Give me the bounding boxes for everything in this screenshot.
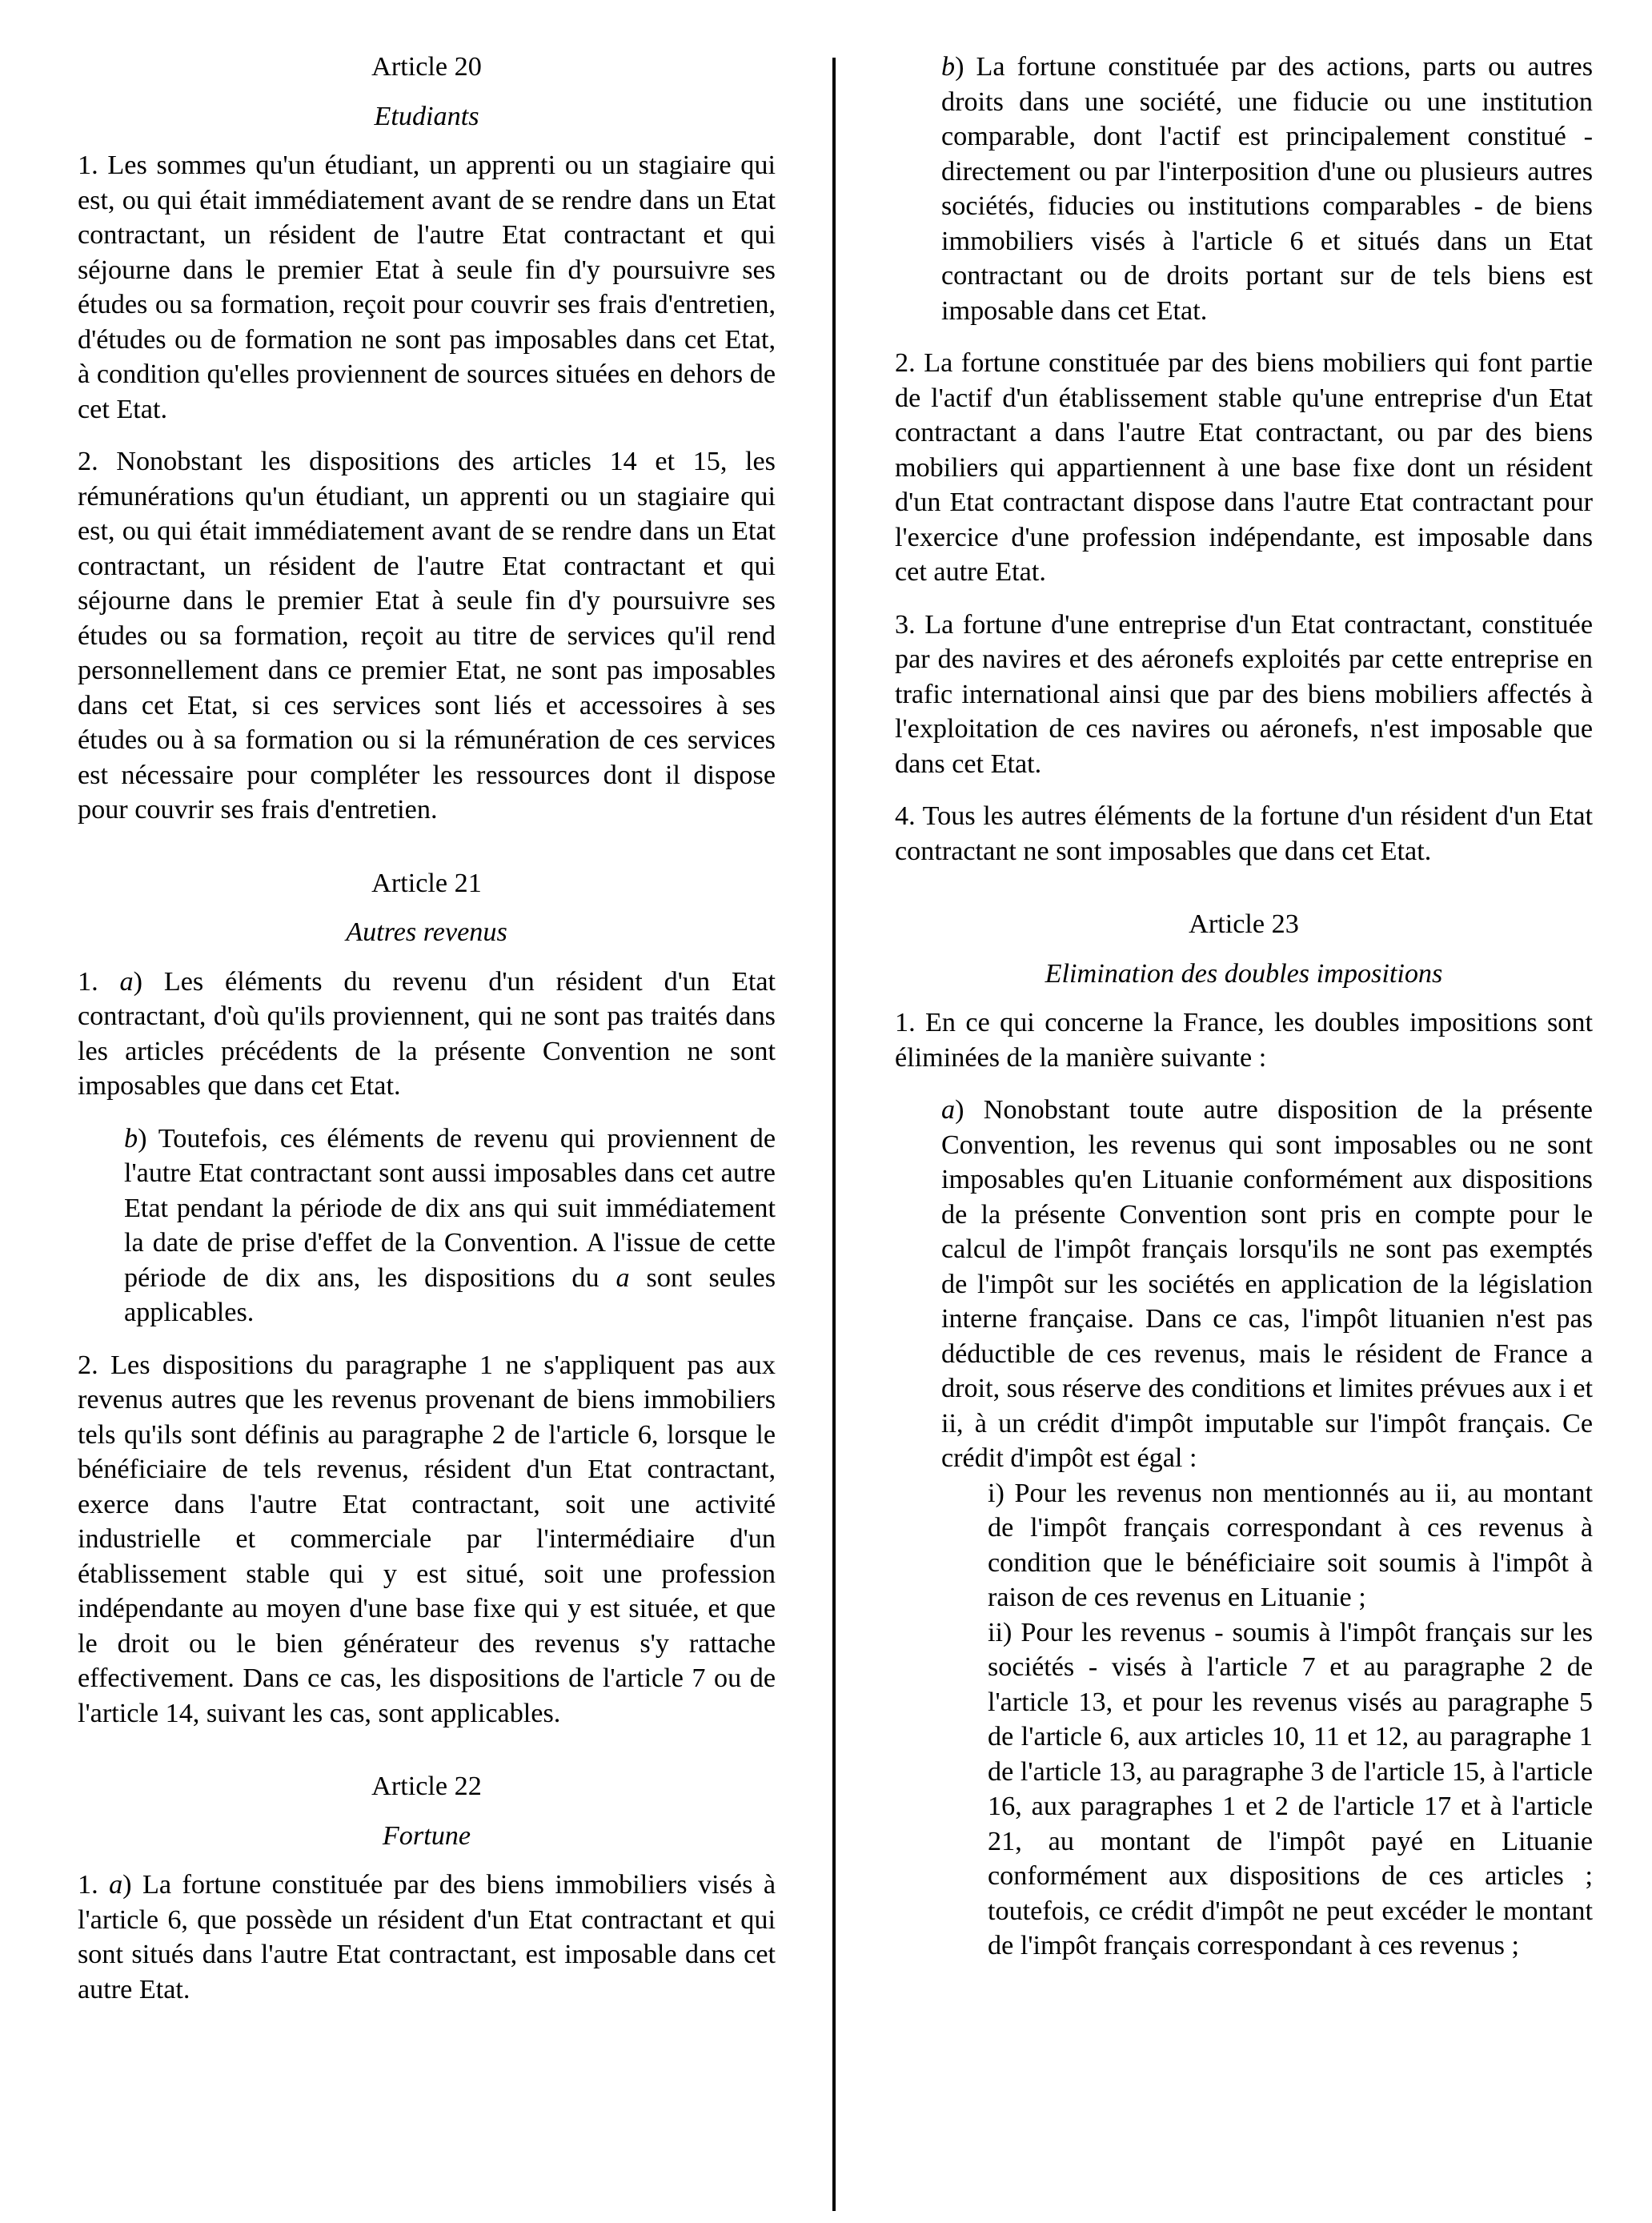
- article-23-item-ii: ii) Pour les revenus - soumis à l'impôt français sur les sociétés - visés à l'article 7 et au paragraphe 2 de l'article 13, et pour les revenus visés au paragraphe 5 de l'article 6, aux articles 10, 11 et 12, au paragraphe 1 de l'article 13, au paragraphe 3 de l'article 15, à l'article 16, aux paragraphes 1 et 2 de l'article 17 et à l'article 21, au montant de l'impôt payé en Lituanie conformément aux dispositions de ces articles ; toutefois, ce crédit d'impôt ne peut excéder le montant de l'impôt français correspondant à ces revenus ;: [988, 1617, 1593, 1960]
- article-23-subtitle: Elimination des doubles impositions: [1045, 958, 1443, 989]
- article-22-paragraph-1a: [78, 1868, 776, 2007]
- paragraph-text: ) La fortune constituée par des actions, parts ou autres droits dans une société, une fiducie ou une institution comparable, dont l'actif est principalement constitué - directement ou par l'interposition d'une ou plusieurs autres sociétés, fiducies ou institutions comparables - de biens immobiliers visés à l'article 6 et situés dans un Etat contractant ou de droits portant sur de tels biens est imposable dans cet Etat.: [941, 52, 1593, 326]
- article-23-item-i: i) Pour les revenus non mentionnés au ii, au montant de l'impôt français correspondant à ces revenus à condition que le bénéficiaire soit soumis à l'impôt à raison de ces revenus en Lituanie ;: [988, 1478, 1593, 1612]
- article-21-subtitle: Autres revenus: [346, 917, 507, 947]
- article-21-paragraph-2: 2. Les dispositions du paragraphe 1 ne s'appliquent pas aux revenus autres que les revenus provenant de biens immobiliers tels qu'ils sont définis au paragraphe 2 de l'article 6, lorsque le bénéficiaire de tels revenus, résident d'un Etat contractant, exerce dans l'autre Etat contractant, soit une activité industrielle et commerciale par l'intermédiaire d'un établissement stable qui y est situé, soit une profession indépendante au moyen d'une base fixe qui y est située, et que le droit ou le bien générateur des revenus s'y rattache effectivement. Dans ce cas, les dispositions de l'article 7 ou de l'article 14, suivant les cas, sont applicables.: [78, 1350, 776, 1728]
- subparagraph-label: a: [119, 966, 134, 997]
- paragraph-number: 1.: [78, 1870, 110, 1900]
- subparagraph-label: a: [941, 1095, 956, 1125]
- subparagraph-reference: a: [615, 1262, 630, 1293]
- article-23-paragraph-1: 1. En ce qui concerne la France, les doubles impositions sont éliminées de la manière suivante :: [895, 1008, 1593, 1073]
- article-22-paragraph-3: 3. La fortune d'une entreprise d'un Etat contractant, constituée par des navires et des aéronefs exploités par cette entreprise en trafic international ainsi que par des biens mobiliers affectés à l'exploitation de ces navires ou aéronefs, n'est imposable que dans cet Etat.: [895, 609, 1593, 779]
- left-column: [78, 50, 776, 2007]
- article-20-title: Article 20: [371, 52, 482, 82]
- article-22-paragraph-2: 2. La fortune constituée par des biens mobiliers qui font partie de l'actif d'un établissement stable qu'une entreprise d'un Etat contractant a dans l'autre Etat contractant, ou par des biens mobiliers qui appartiennent à une base fixe dont un résident d'un Etat contractant dispose dans l'autre Etat contractant pour l'exercice d'une profession indépendante, est imposable dans cet autre Etat.: [895, 348, 1593, 587]
- article-23-title: Article 23: [1189, 909, 1299, 939]
- paragraph-text: ) Nonobstant toute autre disposition de la présente Convention, les revenus qui sont imposables ou ne sont imposables qu'en Lituanie conformément aux dispositions de la présente Convention sont pris en compte pour le calcul de l'impôt français lorsqu'ils ne sont pas exemptés de l'impôt sur les sociétés en application de la législation interne française. Dans ce cas, l'impôt lituanien n'est pas déductible de ces revenus, mais le résident de France a droit, sous réserve des conditions et limites prévues aux i et ii, à un crédit d'impôt imputable sur l'impôt français. Ce crédit d'impôt est égal :: [941, 1095, 1593, 1473]
- article-21-paragraph-1b: [124, 1122, 776, 1330]
- article-21-title: Article 21: [371, 868, 482, 898]
- paragraph-text: ) Toutefois, ces éléments de revenu qui proviennent de l'autre Etat contractant sont aussi imposables dans cet autre Etat pendant la période de dix ans qui suit immédiatement la date de prise d'effet de la Convention. A l'issue de cette période de dix ans, les dispositions du: [124, 1123, 776, 1293]
- article-20-subtitle: Etudiants: [374, 101, 479, 131]
- article-20-paragraph-2: 2. Nonobstant les dispositions des articles 14 et 15, les rémunérations qu'un étudiant, un apprenti ou un stagiaire qui est, ou qui était immédiatement avant de se rendre dans un Etat contractant, un résident de l'autre Etat contractant et qui séjourne dans le premier Etat à seule fin d'y poursuivre ses études ou sa formation, reçoit au titre de services qu'il rend personnellement dans ce premier Etat, ne sont pas imposables dans cet Etat, si ces services sont liés et accessoires à ses études ou à sa formation ou si la rémunération de ces services est nécessaire pour compléter les ressources dont il dispose pour couvrir ses frais d'entretien.: [78, 447, 776, 825]
- article-22-subtitle: Fortune: [382, 1820, 471, 1851]
- subparagraph-label: b: [124, 1123, 138, 1154]
- subparagraph-label: b: [941, 52, 956, 82]
- column-divider: [832, 58, 836, 2211]
- right-column: [895, 50, 1593, 1964]
- paragraph-text: ) La fortune constituée par des biens immobiliers visés à l'article 6, que possède un résident d'un Etat contractant et qui sont situés dans l'autre Etat contractant, est imposable dans cet autre Etat.: [78, 1870, 776, 2004]
- article-22-paragraph-4: 4. Tous les autres éléments de la fortune d'un résident d'un Etat contractant ne sont imposables que dans cet Etat.: [895, 801, 1593, 866]
- paragraph-text: ) Les éléments du revenu d'un résident d'un Etat contractant, d'où qu'ils proviennent, qui ne sont pas traités dans les articles précédents de la présente Convention ne sont imposables que dans cet Etat.: [78, 966, 776, 1101]
- article-22-paragraph-1b: [941, 50, 1593, 328]
- paragraph-number: 1.: [78, 966, 120, 997]
- article-23-paragraph-1a: [941, 1093, 1593, 1476]
- subparagraph-label: a: [109, 1870, 123, 1900]
- paragraph-text-tail: sont seules applicables.: [124, 1262, 776, 1327]
- article-22-title: Article 22: [371, 1772, 482, 1801]
- article-21-paragraph-1a: [78, 965, 776, 1104]
- article-20-paragraph-1: 1. Les sommes qu'un étudiant, un apprenti ou un stagiaire qui est, ou qui était immédiatement avant de se rendre dans un Etat contractant, un résident de l'autre Etat contractant et qui séjourne dans le premier Etat à seule fin d'y poursuivre ses études ou sa formation, reçoit pour couvrir ses frais d'entretien, d'études ou de formation ne sont pas imposables dans cet Etat, à condition qu'elles proviennent de sources situées en dehors de cet Etat.: [78, 150, 776, 424]
